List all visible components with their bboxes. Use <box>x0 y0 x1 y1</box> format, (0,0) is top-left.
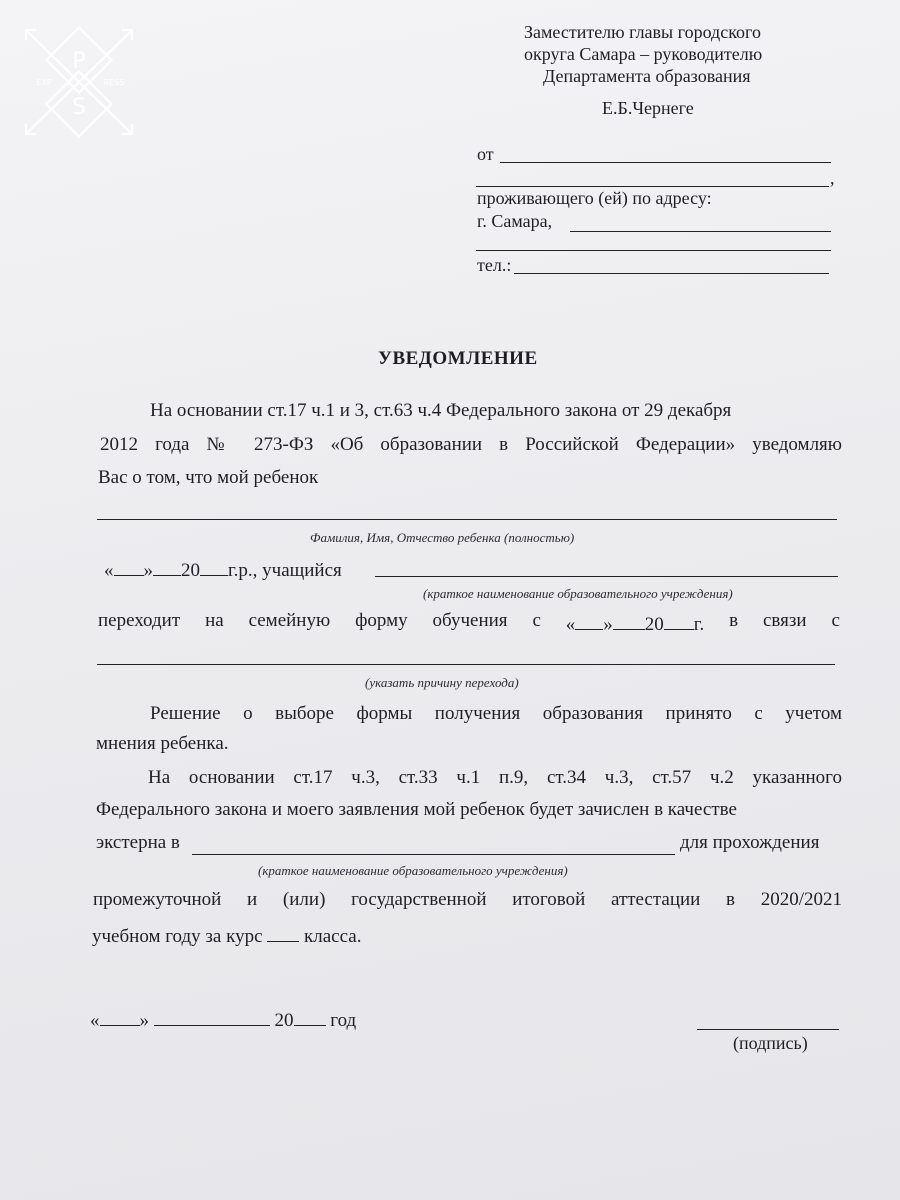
para3-line4: промежуточной и (или) государственной итоговой аттестации в 2020/2021 <box>93 889 842 910</box>
reason-field[interactable] <box>97 664 835 665</box>
address-field[interactable] <box>570 231 831 232</box>
from-label: от <box>477 144 494 164</box>
birth-day-field[interactable] <box>114 556 144 576</box>
para3-line1: На основании ст.17 ч.3, ст.33 ч.1 п.9, ст.34 ч.3, ст.57 ч.2 указанного <box>148 767 842 788</box>
transfer-day-field[interactable] <box>575 610 603 630</box>
date-day-field[interactable] <box>100 1006 140 1026</box>
logo-letter-bottom: S <box>72 95 86 120</box>
transfer-line: переходит на семейную форму обучения с « » 20 г. в связи с <box>98 610 840 635</box>
signature-label: (подпись) <box>733 1033 808 1053</box>
signature-field[interactable] <box>697 1029 839 1030</box>
from-field-2[interactable] <box>476 186 829 187</box>
birth-year-field[interactable] <box>200 556 228 576</box>
hint-reason: (указать причину перехода) <box>365 675 519 690</box>
school-field[interactable] <box>375 576 838 577</box>
addressee-line-2: округа Самара – руководителю <box>524 44 763 64</box>
date-line: « » 20 год <box>90 1006 356 1032</box>
birth-line: « » 20 г.р., учащийся <box>104 556 342 582</box>
city-label: г. Самара, <box>477 211 553 231</box>
logo-word-right: RESS <box>103 78 125 87</box>
addressee-line-1: Заместителю главы городского <box>524 22 761 42</box>
from-comma: , <box>830 168 835 188</box>
express-logo-icon <box>14 22 144 142</box>
from-field[interactable] <box>500 162 831 163</box>
external-school-field[interactable] <box>192 854 675 855</box>
child-name-field[interactable] <box>97 519 837 520</box>
para3-line3-start: экстерна в <box>96 832 180 853</box>
address-field-2[interactable] <box>476 250 831 251</box>
logo-word-left: EXP <box>36 78 52 87</box>
date-month-field[interactable] <box>154 1006 270 1026</box>
hint-institution-1: (краткое наименование образовательного учреждения) <box>423 586 733 601</box>
birth-month-field[interactable] <box>153 556 181 576</box>
para2-line2: мнения ребенка. <box>96 733 229 754</box>
para1-line2: 2012 года № 273-ФЗ «Об образовании в Российской Федерации» уведомляю <box>100 434 842 455</box>
hint-institution-2: (краткое наименование образовательного учреждения) <box>258 863 568 878</box>
addressee-name: Е.Б.Чернеге <box>602 98 694 118</box>
para3-line3-end: для прохождения <box>680 832 820 853</box>
transfer-month-field[interactable] <box>613 610 645 630</box>
para1-line3: Вас о том, что мой ребенок <box>98 467 319 488</box>
para3-line2: Федерального закона и моего заявления мой ребенок будет зачислен в качестве <box>96 799 737 820</box>
date-year-field[interactable] <box>294 1006 326 1026</box>
document-title: УВЕДОМЛЕНИЕ <box>378 348 538 369</box>
phone-label: тел.: <box>477 255 512 275</box>
para2-line1: Решение о выборе формы получения образования принято с учетом <box>150 703 842 724</box>
transfer-year-field[interactable] <box>664 610 694 630</box>
phone-field[interactable] <box>514 273 829 274</box>
addressee-line-3: Департамента образования <box>543 66 751 86</box>
grade-field[interactable] <box>267 922 299 942</box>
para3-line5: учебном году за курс класса. <box>92 922 361 948</box>
hint-child-name: Фамилия, Имя, Отчество ребенка (полностью) <box>310 530 575 545</box>
address-label: проживающего (ей) по адресу: <box>477 188 712 208</box>
para1-line1: На основании ст.17 ч.1 и 3, ст.63 ч.4 Федерального закона от 29 декабря <box>150 400 732 421</box>
logo-letter-top: P <box>72 49 86 74</box>
